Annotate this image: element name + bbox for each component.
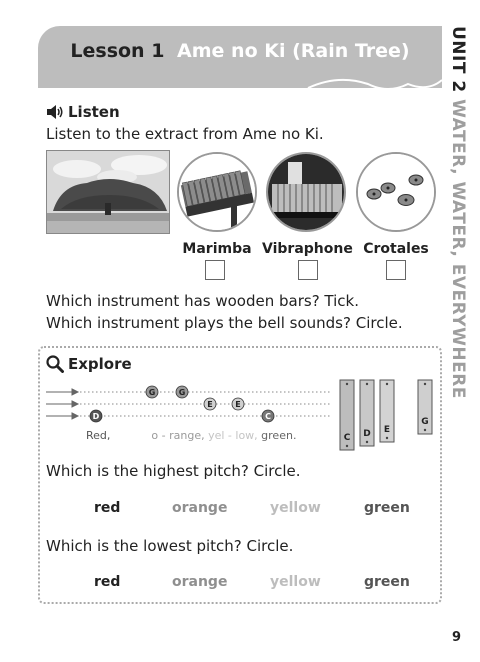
legend-yellow: yel - low, bbox=[208, 429, 258, 442]
crotales-image bbox=[356, 152, 436, 232]
listen-question-wooden: Which instrument has wooden bars? Tick. bbox=[46, 292, 359, 310]
staff-arrow-head bbox=[72, 413, 78, 419]
highest-option-yellow[interactable]: yellow bbox=[270, 500, 321, 516]
magnifier-icon bbox=[46, 355, 64, 373]
pitch-note-letter: E bbox=[235, 400, 241, 409]
xylophone-bar-letter: C bbox=[343, 433, 351, 443]
pitch-note bbox=[204, 398, 216, 410]
pitch-note bbox=[146, 386, 158, 398]
staff-arrow-head bbox=[72, 401, 78, 407]
rain-tree-photo bbox=[46, 150, 170, 234]
instrument-label-vibraphone: Vibraphone bbox=[262, 241, 353, 257]
legend-green: green. bbox=[261, 429, 297, 442]
highest-option-red[interactable]: red bbox=[94, 500, 121, 516]
unit-title: WATER, WATER, EVERYWHERE bbox=[448, 99, 468, 399]
xylophone-bar-letter: D bbox=[363, 429, 371, 439]
listen-question-bell: Which instrument plays the bell sounds? Circle. bbox=[46, 314, 403, 332]
pitch-note bbox=[262, 410, 274, 422]
lowest-pitch-question: Which is the lowest pitch? Circle. bbox=[46, 537, 294, 555]
highest-pitch-question: Which is the highest pitch? Circle. bbox=[46, 462, 301, 480]
marimba-image bbox=[177, 152, 257, 232]
unit-side-label bbox=[444, 26, 474, 426]
pitch-staff bbox=[46, 380, 336, 428]
xylophone-bars bbox=[338, 378, 438, 452]
tick-box-marimba[interactable] bbox=[205, 260, 225, 280]
xylophone-bar-pin bbox=[424, 383, 426, 385]
lowest-option-red[interactable]: red bbox=[94, 574, 121, 590]
xylophone-bar-pin bbox=[386, 437, 388, 439]
staff-arrow-head bbox=[72, 389, 78, 395]
lowest-option-yellow[interactable]: yellow bbox=[270, 574, 321, 590]
speaker-icon bbox=[46, 104, 64, 120]
pitch-note-letter: C bbox=[265, 412, 271, 421]
lesson-title bbox=[38, 40, 442, 62]
legend-red: Red, bbox=[86, 429, 111, 442]
xylophone-bar-pin bbox=[386, 383, 388, 385]
tick-box-vibraphone[interactable] bbox=[298, 260, 318, 280]
listen-instruction: Listen to the extract from Ame no Ki. bbox=[46, 125, 324, 143]
lowest-option-orange[interactable]: orange bbox=[172, 574, 228, 590]
xylophone-bar-pin bbox=[346, 445, 348, 447]
highest-option-green[interactable]: green bbox=[364, 500, 410, 516]
vibraphone-image bbox=[266, 152, 346, 232]
lowest-option-green[interactable]: green bbox=[364, 574, 410, 590]
xylophone-bar-pin bbox=[346, 383, 348, 385]
xylophone-bar bbox=[360, 380, 374, 446]
xylophone-bar-pin bbox=[366, 383, 368, 385]
listen-label: Listen bbox=[68, 103, 120, 121]
lesson-number: Lesson 1 bbox=[70, 40, 165, 62]
instrument-label-marimba: Marimba bbox=[182, 241, 252, 257]
pitch-note bbox=[232, 398, 244, 410]
banner-wave-decoration bbox=[38, 70, 442, 96]
page-number: 9 bbox=[452, 630, 462, 645]
pitch-note-letter: D bbox=[92, 412, 100, 421]
colour-legend bbox=[86, 429, 296, 442]
xylophone-bar bbox=[418, 380, 432, 434]
unit-vertical-text bbox=[448, 26, 468, 399]
pitch-note-letter: E bbox=[207, 400, 213, 409]
explore-label: Explore bbox=[68, 355, 132, 373]
tick-box-crotales[interactable] bbox=[386, 260, 406, 280]
pitch-note bbox=[90, 410, 102, 422]
pitch-note bbox=[176, 386, 188, 398]
instrument-label-crotales: Crotales bbox=[363, 241, 429, 257]
pitch-note-letter: G bbox=[148, 388, 156, 397]
xylophone-bar-pin bbox=[366, 441, 368, 443]
pitch-note-letter: G bbox=[178, 388, 186, 397]
lesson-name: Ame no Ki (Rain Tree) bbox=[177, 40, 410, 62]
xylophone-bar-pin bbox=[424, 429, 426, 431]
xylophone-bar-letter: E bbox=[383, 425, 391, 435]
legend-orange: o - range, bbox=[151, 429, 205, 442]
xylophone-bar bbox=[340, 380, 354, 450]
xylophone-bar-letter: G bbox=[421, 417, 429, 427]
xylophone-bar bbox=[380, 380, 394, 442]
highest-option-orange[interactable]: orange bbox=[172, 500, 228, 516]
explore-heading bbox=[46, 355, 132, 373]
unit-number: UNIT 2 bbox=[448, 26, 468, 93]
listen-heading bbox=[46, 103, 120, 121]
